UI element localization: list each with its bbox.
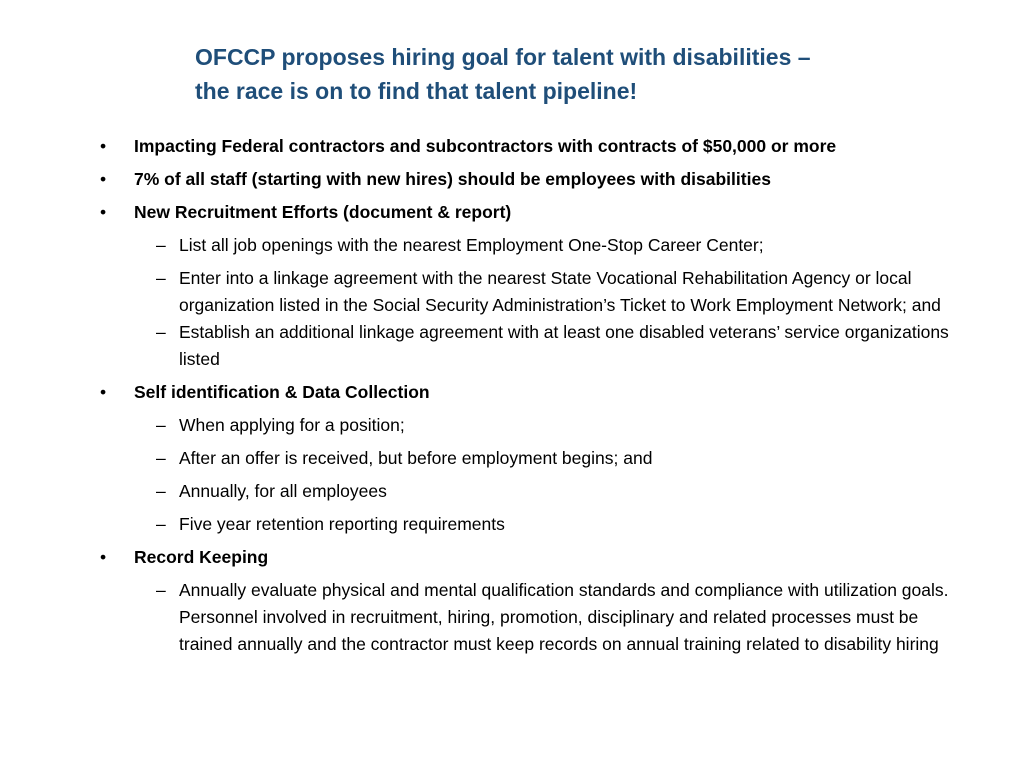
bullet-marker: • bbox=[100, 382, 107, 402]
sub-item-text: Five year retention reporting requirements bbox=[179, 514, 505, 534]
bullet-text: Impacting Federal contractors and subcontractors with contracts of $50,000 or more bbox=[134, 136, 837, 156]
sub-item-text: Annually, for all employees bbox=[179, 481, 387, 501]
sub-item-text: After an offer is received, but before employment begins; and bbox=[179, 448, 653, 468]
bullet-marker: • bbox=[100, 169, 107, 189]
sub-item-offer bbox=[156, 445, 954, 472]
bullet-item-staff-goal bbox=[100, 166, 964, 193]
dash-marker: – bbox=[156, 448, 166, 468]
sub-item-veterans-linkage bbox=[156, 319, 954, 373]
bullet-item-record-keeping bbox=[100, 544, 964, 571]
dash-marker: – bbox=[156, 235, 166, 255]
title-line-2: the race is on to find that talent pipeline! bbox=[195, 78, 638, 104]
sub-item-annual-evaluation bbox=[156, 577, 954, 658]
sub-item-text: Annually evaluate physical and mental qualification standards and compliance with utilization goals. Personnel involved in recruitment, hiring, promotion, disciplinary and related processes must be trained annually and the contractor must keep records on annual training related to disability hiring bbox=[179, 580, 949, 654]
bullet-text: New Recruitment Efforts (document & report) bbox=[134, 202, 512, 222]
bullet-item-recruitment bbox=[100, 199, 964, 226]
title-line-1: OFCCP proposes hiring goal for talent with disabilities – bbox=[195, 44, 811, 70]
bullet-text: Record Keeping bbox=[134, 547, 269, 567]
bullet-text: 7% of all staff (starting with new hires) should be employees with disabilities bbox=[134, 169, 771, 189]
dash-marker: – bbox=[156, 415, 166, 435]
bullet-marker: • bbox=[100, 136, 107, 156]
sub-item-text: Enter into a linkage agreement with the nearest State Vocational Rehabilitation Agency or local organization listed in the Social Security Administration’s Ticket to Work Employment Network; and bbox=[179, 268, 941, 315]
dash-marker: – bbox=[156, 322, 166, 342]
sub-item-annually bbox=[156, 478, 954, 505]
bullet-item-self-identification bbox=[100, 379, 964, 406]
bullet-text: Self identification & Data Collection bbox=[134, 382, 430, 402]
sub-item-retention bbox=[156, 511, 954, 538]
sub-item-applying bbox=[156, 412, 954, 439]
slide-title bbox=[195, 40, 955, 108]
bullet-item-contractors bbox=[100, 133, 964, 160]
dash-marker: – bbox=[156, 514, 166, 534]
dash-marker: – bbox=[156, 268, 166, 288]
sub-item-job-openings bbox=[156, 232, 954, 259]
dash-marker: – bbox=[156, 481, 166, 501]
sub-item-text: List all job openings with the nearest Employment One-Stop Career Center; bbox=[179, 235, 764, 255]
sub-item-text: When applying for a position; bbox=[179, 415, 405, 435]
bullet-marker: • bbox=[100, 547, 107, 567]
sub-item-linkage-agreement bbox=[156, 265, 954, 319]
sub-item-text: Establish an additional linkage agreement with at least one disabled veterans’ service organizations listed bbox=[179, 322, 949, 369]
slide-body bbox=[0, 133, 1024, 664]
bullet-marker: • bbox=[100, 202, 107, 222]
dash-marker: – bbox=[156, 580, 166, 600]
